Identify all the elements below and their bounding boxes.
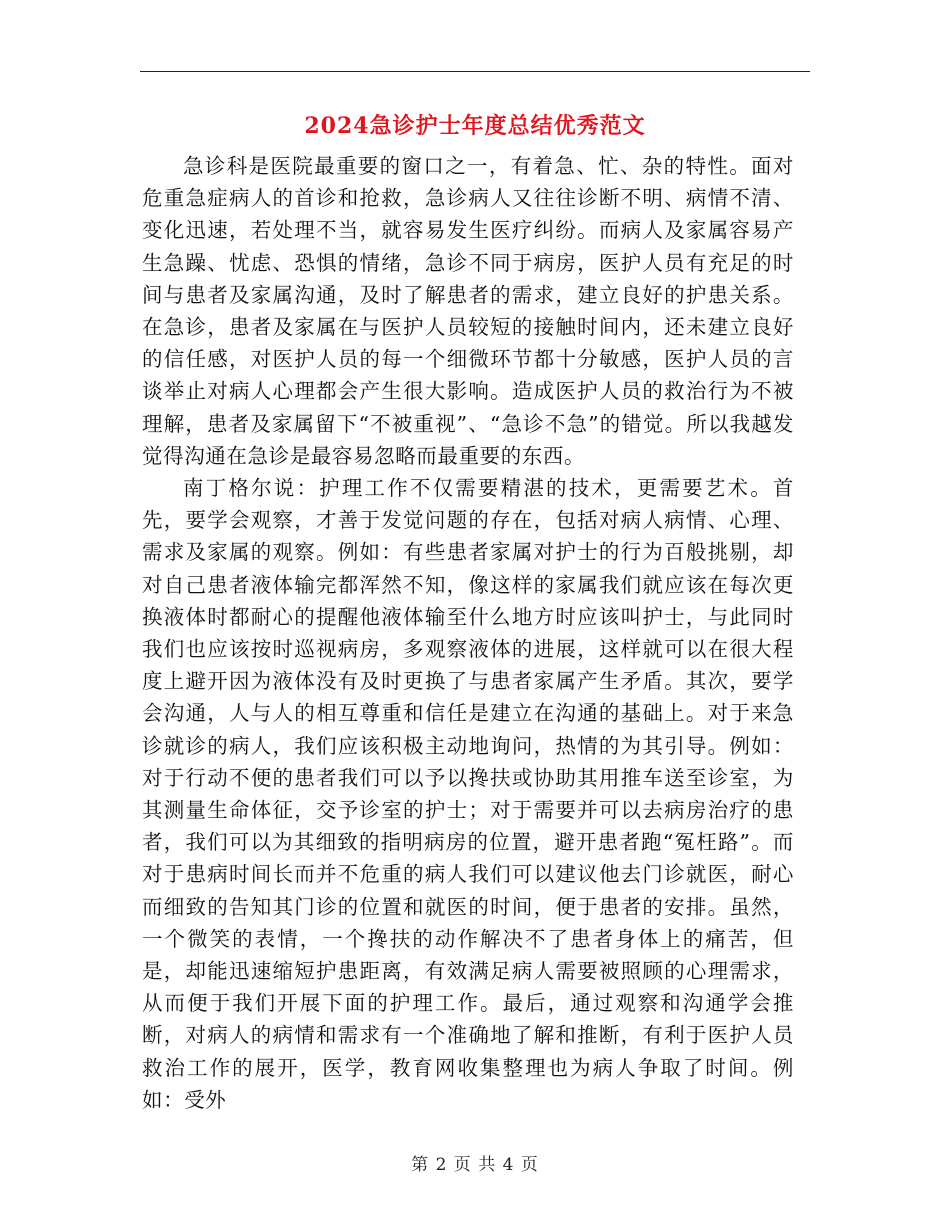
paragraph-1: 急诊科是医院最重要的窗口之一，有着急、忙、杂的特性。面对危重急症病人的首诊和抢救，急诊病人又往往诊断不明、病情不清、变化迅速，若处理不当，就容易发生医疗纠纷。而病人及家属容易产生急躁、忧虑、恐惧的情绪，急诊不同于病房，医护人员有充足的时间与患者及家属沟通，及时了解患者的需求，建立良好的护患关系。在急诊，患者及家属在与医护人员较短的接触时间内，还未建立良好的信任感，对医护人员的每一个细微环节都十分敏感，医护人员的言谈举止对病人心理都会产生很大影响。造成医护人员的救治行为不被理解，患者及家属留下“不被重视”、“急诊不急”的错觉。所以我越发觉得沟通在急诊是最容易忽略而最重要的东西。 [142, 154, 794, 468]
header-rule [140, 71, 810, 72]
document-body [142, 150, 794, 1116]
document-title: 2024急诊护士年度总结优秀范文 [304, 113, 646, 139]
page-number-footer: 第 2 页 共 4 页 [411, 1155, 539, 1175]
paragraph-2: 南丁格尔说：护理工作不仅需要精湛的技术，更需要艺术。首先，要学会观察，才善于发觉问题的存在，包括对病人病情、心理、需求及家属的观察。例如：有些患者家属对护士的行为百般挑剔，却对自己患者液体输完都浑然不知，像这样的家属我们就应该在每次更换液体时都耐心的提醒他液体输至什么地方时应该叫护士，与此同时我们也应该按时巡视病房，多观察液体的进展，这样就可以在很大程度上避开因为液体没有及时更换了与患者家属产生矛盾。其次，要学会沟通，人与人的相互尊重和信任是建立在沟通的基础上。对于来急诊就诊的病人，我们应该积极主动地询问，热情的为其引导。例如：对于行动不便的患者我们可以予以搀扶或协助其用推车送至诊室，为其测量生命体征，交予诊室的护士；对于需要并可以去病房治疗的患者，我们可以为其细致的指明病房的位置，避开患者跑“冤枉路”。而对于患病时间长而并不危重的病人我们可以建议他去门诊就医，耐心而细致的告知其门诊的位置和就医的时间，便于患者的安排。虽然，一个微笑的表情，一个搀扶的动作解决不了患者身体上的痛苦，但是，却能迅速缩短护患距离，有效满足病人需要被照顾的心理需求，从而便于我们开展下面的护理工作。最后，通过观察和沟通学会推断，对病人的病情和需求有一个准确地了解和推断，有利于医护人员救治工作的展开，医学，教育网收集整理也为病人争取了时间。例如：受外 [142, 476, 794, 1112]
